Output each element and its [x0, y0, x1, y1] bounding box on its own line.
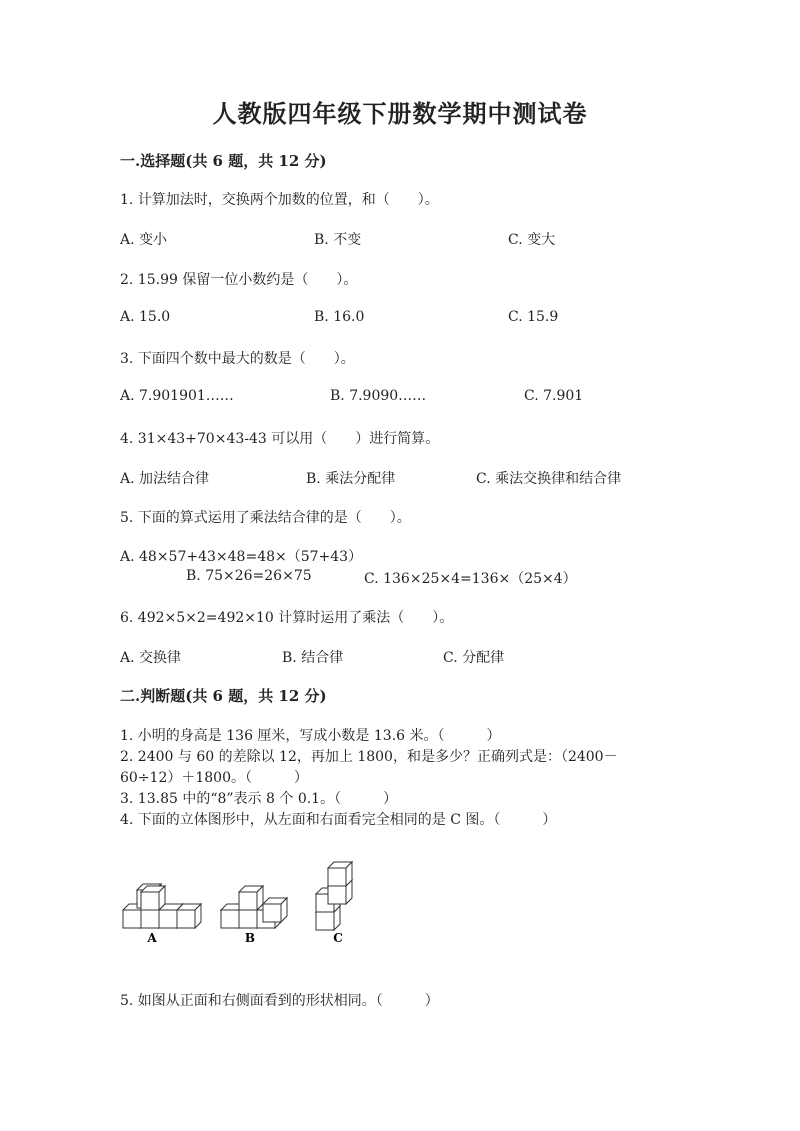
figure-c — [316, 862, 352, 930]
page-title: 人教版四年级下册数学期中测试卷 — [212, 99, 588, 128]
option-c: C. 136×25×4=136×（25×4） — [364, 571, 577, 587]
option-c: C. 7.901 — [524, 388, 584, 404]
question-6: 6. 492×5×2=492×10 计算时运用了乘法（ ）。 — [120, 610, 454, 626]
question-4: 4. 31×43+70×43-43 可以用（ ）进行简算。 — [120, 431, 440, 447]
option-a: A. 48×57+43×48=48×（57+43） — [120, 549, 363, 565]
figure-label-b: B — [244, 931, 256, 945]
option-b: B. 75×26=26×75 — [186, 568, 312, 584]
judge-item-4: 4. 下面的立体图形中，从左面和右面看完全相同的是 C 图。（ ） — [120, 812, 557, 828]
question-5: 5. 下面的算式运用了乘法结合律的是（ ）。 — [120, 510, 411, 526]
option-b: B. 结合律 — [282, 650, 344, 666]
judge-item-1: 1. 小明的身高是 136 厘米，写成小数是 13.6 米。（ ） — [120, 728, 501, 744]
option-c: C. 15.9 — [508, 309, 559, 325]
option-a: A. 15.0 — [120, 309, 171, 325]
option-c: C. 乘法交换律和结合律 — [476, 471, 622, 487]
judge-item-5: 5. 如图从正面和右侧面看到的形状相同。（ ） — [120, 993, 439, 1009]
option-a: A. 变小 — [120, 232, 168, 248]
judge-item-2-cont: 60÷12）＋1800。（ ） — [120, 770, 308, 786]
figure-label-c: C — [333, 931, 343, 945]
option-a: A. 交换律 — [120, 650, 182, 666]
option-c: C. 变大 — [508, 232, 556, 248]
figure-b — [221, 886, 287, 928]
question-1: 1. 计算加法时，交换两个加数的位置，和（ ）。 — [120, 192, 439, 208]
section-heading-choice: 一.选择题(共 6 题，共 12 分) — [120, 152, 327, 170]
judge-item-3: 3. 13.85 中的“8”表示 8 个 0.1。（ ） — [120, 791, 398, 807]
cube-figures — [118, 856, 398, 956]
question-2: 2. 15.99 保留一位小数约是（ ）。 — [120, 272, 358, 288]
option-b: B. 16.0 — [314, 309, 365, 325]
option-a: A. 加法结合律 — [120, 471, 210, 487]
figure-a — [123, 884, 201, 928]
option-b: B. 乘法分配律 — [306, 471, 396, 487]
question-3: 3. 下面四个数中最大的数是（ ）。 — [120, 351, 355, 367]
judge-item-2: 2. 2400 与 60 的差除以 12，再加上 1800，和是多少？正确列式是：（2400－ — [120, 749, 618, 765]
option-b: B. 不变 — [314, 232, 362, 248]
section-heading-judge: 二.判断题(共 6 题，共 12 分) — [120, 687, 327, 705]
option-a: A. 7.901901…… — [120, 388, 234, 404]
figure-label-a: A — [147, 931, 157, 945]
option-b: B. 7.9090…… — [330, 388, 427, 404]
option-c: C. 分配律 — [443, 650, 505, 666]
